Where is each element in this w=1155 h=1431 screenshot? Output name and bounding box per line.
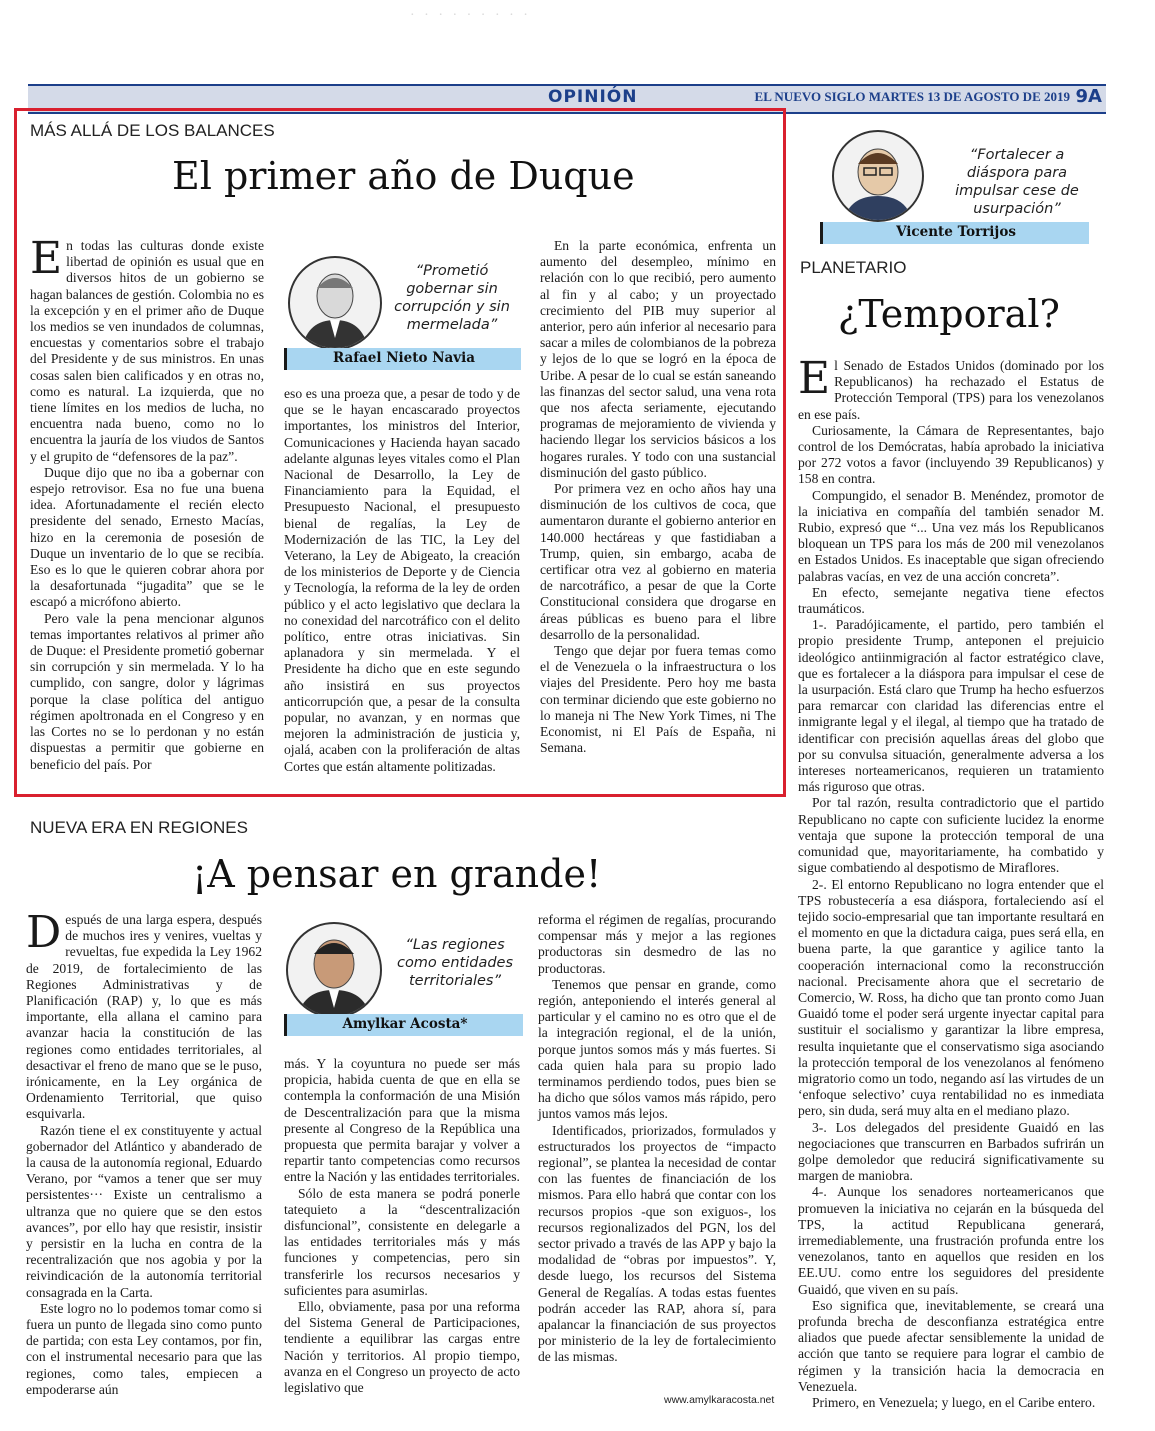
article2-paragraph: Primero, en Venezuela; y luego, en el Caribe entero. [812,1395,1096,1410]
article3-column-2 [284,1056,520,1396]
article3-paragraph: reforma el régimen de regalías, procurando compensar más y mejor a las regiones productoras sin desmedro de las no productoras. [538,912,776,976]
article2-quote-box [820,128,1090,246]
article2-paragraph: En efecto, semejante negativa tiene efectos traumáticos. [798,584,1104,617]
article3-column-3 [538,912,776,1366]
article3-paragraph: Después de una larga espera, después de muchos ires y venires, vueltas y revueltas, fue expedida la Ley 1962 de 2019, de fortalecimiento de las Regiones Administrativas y de Planificación (RAP) y, lo que es más importante, ella allana el camino para avanzar hacia la constitución de las regiones como entidades territoriales, al desactivar el freno de mano que se le puso, irónicamente, en la Ley orgánica de Ordenamiento Territorial, que quiso esquivarla. [26,907,262,1122]
article3-paragraph: Sólo de esta manera se podrá ponerle tatequieto a la “descentralización disfuncional”, consistente en delegarle a las entidades territoriales más y más funciones y competencias, pero sin transferirle los recursos necesarios y suficientes para asumirlas. [284,1185,520,1298]
article2-paragraph: Curiosamente, la Cámara de Representantes, bajo control de los Demócratas, había aprobado la iniciativa por 272 votos a favor (incluyendo 39 Republicanos) y 158 en contra. [798,422,1104,487]
article2-dropcap: E [798,353,831,404]
article1-pull-quote: “Prometió gobernar sin corrupción y sin mermelada” [394,263,510,333]
article3-paragraph: Identificados, priorizados, formulados y estructurados los proyectos de “impacto regional”, se plantea la necesidad de contar con las fuentes de financiación de los mismos. Para ello habrá que contar con los recursos propios -que son exiguos-, los recursos regionalizados del PGN, los del sector privado a través de las APP y bajo la modalidad de “obras por impuestos”. Y, desde luego, los recursos del Sistema General de Regalías. A todas estas fuentes podrán acceder las RAP, ahora sí, para apalancar la financiación de sus proyectos por ministerio de la ley de fortalecimiento de las mismas. [538,1122,776,1365]
article2-headline: ¿Temporal? [838,292,1060,336]
article3-headline: ¡A pensar en grande! [192,852,602,896]
article2-paragraph: Por tal razón, resulta contradictorio que el partido Republicano no capte con suficiente lucidez la enorme ventaja que supone la protección temporal de una comunidad que, mayoritariamente, ha combatido y sigue combatiendo al despotismo de Miraflores. [798,795,1104,876]
article1-paragraph: Duque dijo que no iba a gobernar con espejo retrovisor. Esa no fue una buena idea. Afortunadamente el recién electo presidente del senado, Ernesto Macías, hizo en la ceremonia de posesión de Duque un inventario de lo que se recibía. Eso es lo que le quieren cobrar ahora por la desafortunada “jugadita” que se le escapó a micrófono abierto. [30,464,264,610]
article1-headline: El primer año de Duque [172,154,635,198]
article2-paragraph: 4-. Aunque los senadores norteamericanos que promueven la iniciativa no cejarán en la búsqueda del TPS, la actitud Republicana generará, irremediablemente, una frustración profunda entre los venezolanos, tanto en aquellos que residen en los EE.UU. como entre los seguidores del presidente Guaidó, que viven en su país. [798,1184,1104,1297]
article2-paragraph: Compungido, el senador B. Menéndez, promotor de la iniciativa en compañía del también senador M. Rubio, expresó que “... Una vez más los Republicanos bloquean un TPS para los más de 200 mil venezolanos en Estados Unidos. Es inaceptable que sigan ofreciendo palabras vacías, en vez de una acción concreta”. [798,487,1104,584]
article3-author: Amylkar Acosta* [284,1014,523,1036]
article1-column-3 [540,238,776,757]
article1-author: Rafael Nieto Navia [284,348,521,370]
article3-paragraph: más. Y la coyuntura no puede ser más propicia, habida cuenta de que en ella se contempla la conformación de una Misión de Descentralización para que la misma presente al Congreso de la República una propuesta que permita barajar y volver a repartir tanto competencias como recursos entre la Nación y las entidades territoriales. [284,1056,520,1185]
article2-paragraph: 3-. Los delegados del presidente Guaidó en las negociaciones que transcurren en Barbados sufrirán un golpe demoledor que reducirá significativamente su margen de maniobra. [798,1119,1104,1184]
article2-kicker: PLANETARIO [800,258,907,277]
top-scan-noise: · · · · · · · · · [410,8,531,23]
article3-kicker: NUEVA ERA EN REGIONES [30,818,248,837]
author-photo [286,922,382,1018]
article3-quote-box [284,920,522,1038]
article1-quote-box [284,250,520,376]
article3-paragraph: Tenemos que pensar en grande, como región, anteponiendo el interés general al particular y el camino no es otro que el de la integración regional, el de la unión, porque juntos somos más y más fuertes. Si cada quien hala para su propio lado terminamos perdiendo todos, pues bien se ha dicho que sólos vamos más rápido, pero juntos vamos más lejos. [538,976,776,1122]
article1-kicker: MÁS ALLÁ DE LOS BALANCES [30,121,275,140]
article2-paragraph: Eso significa que, inevitablemente, se creará una profunda brecha de desconfianza estratégica entre aliados que puede afectar sensiblemente la unidad de acción que tanto se requiere para lograr el cambio de régimen y la transición hacia la democracia en Venezuela. [798,1297,1104,1394]
article2-paragraph: 1-. Paradójicamente, el partido, pero también el propio presidente Trump, anteponen el prejuicio ideológico antiinmigración al factor estratégico clave, que es fortalecer a la diáspora para impulsar el cese de la usurpación. Está claro que Trump ha hecho esfuerzos para remarcar con claridad las diferencias entre el inmigrante legal y el ilegal, al tiempo que ha tratado de identificar con precisión aquellas áreas del globo que por su convulsa situación, generalmente adversa a los intereses norteamericanos, requieren un tratamiento más riguroso que otras. [798,617,1104,795]
article1-dropcap: E [30,233,63,284]
article3-pull-quote: “Las regiones como entidades territoriales” [396,937,514,989]
section-name: OPINIÓN [548,87,638,107]
article2-author: Vicente Torrijos [820,222,1089,244]
article1-column-1 [30,233,264,773]
article1-paragraph: Pero vale la pena mencionar algunos temas importantes relativos al primer año de Duque: el Presidente prometió gobernar sin corrupción y sin mermelada. Y lo ha cumplido, con sangre, dolor y lágrimas porque la clase política del antiguo régimen apoltronada en el Congreso y en las Cortes no se lo perdonan y no están dispuestas a permitir que gobierne en beneficio del país. Por [30,610,264,772]
article1-paragraph: eso es una proeza que, a pesar de todo y de que se le hayan encascarado proyectos importantes, los ministros del Interior, Comunicaciones y Hacienda hayan sacado adelante algunas leyes vitales como el Plan Nacional de Desarrollo, la Ley de Financiamiento para la Equidad, el Presupuesto Nacional, el presupuesto bienal de regalías, la Ley de Modernización de las TIC, la Ley del Veterano, la Ley de Abigeato, la creación de los ministerios de Deporte y de Ciencia y Tecnología, la reforma de la ley de orden público y el acto legislativo que declara la no conexidad del narcotráfico con el delito político, entre otras iniciativas. Sin aplanadora y sin mermelada. Y el Presidente ha dicho que en este segundo año insistirá en sus proyectos anticorrupción que, a pesar de la consulta popular, no avanzan, y en normas que mejoren la administración de justicia y, ojalá, acaben con la proliferación de altas Cortes que están altamente politizadas. [284,386,520,774]
article3-paragraph: Razón tiene el ex constituyente y actual gobernador del Atlántico y abanderado de la causa de la autonomía regional, Eduardo Verano, por “vamos a tener que ser muy persistentes··· Existe un centralismo a ultranza que no quiere que se den estos avances”, por ello hay que resistir, insistir y persistir en la lucha en contra de la recentralización que nos agobia y por la reivindicación de la autonomía territorial consagrada en la Carta. [26,1122,262,1300]
article3-paragraph: Este logro no lo podemos tomar como si fuera un punto de llegada sino como punto de partida; con esta Ley contamos, por fin, con el instrumental necesario para que las regiones, como tales, empiecen a empoderarse aún [26,1300,262,1397]
article1-paragraph: En todas las culturas donde existe libertad de opinión es usual que en diversos hitos de un gobierno se hagan balances de gestión. Colombia no es la excepción y en el primer año de Duque los medios se ven inundados de columnas, encuestas y comentarios sobre el trabajo del Presidente y de sus ministros. En unas cosas salen bien calificados y en otras no, como es natural. La izquierda, que no tiene límites en los medios de lucha, no encuentra nada bueno, como no lo encuentra la jauría de los viudos de Santos y el grupito de “defensores de la paz”. [30,233,264,464]
author-photo [288,256,382,350]
article2-paragraph: El Senado de Estados Unidos (dominado por los Republicanos) ha rechazado el Estatus de Protección Temporal (TPS) para los venezolanos en ese país. [798,353,1104,422]
article1-column-2 [284,386,520,775]
article3-dropcap: D [26,907,62,958]
article2-pull-quote: “Fortalecer a diáspora para impulsar cese de usurpación” [955,147,1079,217]
author-website[interactable]: www.amylkaracosta.net [664,1394,775,1406]
article1-paragraph: En la parte económica, enfrenta un aumento del desempleo, mínimo en relación con lo que recibió, pero aumento al fin y al cabo; y un proyectado crecimiento del PIB muy superior al anterior, pero aún inferior al necesario para sacar a miles de colombianos de la pobreza y lejos de lo que se logró en la época de Uribe. A pesar de lo cual se están saneando las finanzas del sector salud, una vena rota que nos afecta seriamente, ejecutando programas de mejoramiento de vivienda y haciendo llegar los servicios básicos a los hogares rurales. Y todo con una sustancial disminución del gasto público. [540,238,776,480]
article1-paragraph: Por primera vez en ocho años hay una disminución de los cultivos de coca, que aumentaron durante el gobierno anterior en 140.000 hectáreas y que fastidiaban a Trump, quien, sin embargo, acaba de certificar otra vez al gobierno en materia de narcotráfico, a pesar de que la Corte Constitucional considera que drogarse en áreas públicas es bueno para el libre desarrollo de la personalidad. [540,481,776,642]
article2-column [798,353,1104,1411]
page-number: 9A [1075,86,1102,107]
article1-paragraph: Tengo que dejar por fuera temas como el de Venezuela o la infraestructura o los viajes del Presidente. Pero hoy me basta con terminar diciendo que este gobierno no lo maneja ni The New York Times, ni The Economist, ni El País de España, ni Semana. [540,643,776,756]
article3-column-1 [26,907,262,1398]
paper-date: EL NUEVO SIGLO MARTES 13 DE AGOSTO DE 2019 [754,89,1070,104]
author-photo [832,130,924,222]
article3-paragraph: Ello, obviamente, pasa por una reforma del Sistema General de Participaciones, tendiente a equilibrar las cargas entre Nación y territorios. Al propio tiempo, avanza en el Congreso un proyecto de acto legislativo que [284,1299,520,1396]
article2-paragraph: 2-. El entorno Republicano no logra entender que el TPS robustecería a esa diáspora, fortaleciendo así el tejido socio-empresarial que tan importante resultará en el momento en que la dictadura caiga, pues será ella, en buena parte, la que garantice y agilice tanto la cooperación internacional como la reconstrucción nacional. Precisamente ahora que el secretario de Comercio, W. Ross, ha dicho que tan pronto como Juan Guaidó tome el poder será urgente inyectar capital para sustituir el socialismo y garantizar la libre empresa, resulta inquietante que el conservatismo siga asociando la protección temporal de los venezolanos al fenómeno migratorio como un todo, negando así las virtudes de un ‘enfoque selectivo’ cuya rentabilidad no es inmediata pero, sin duda, será muy alta en el mediano plazo. [798,876,1104,1119]
